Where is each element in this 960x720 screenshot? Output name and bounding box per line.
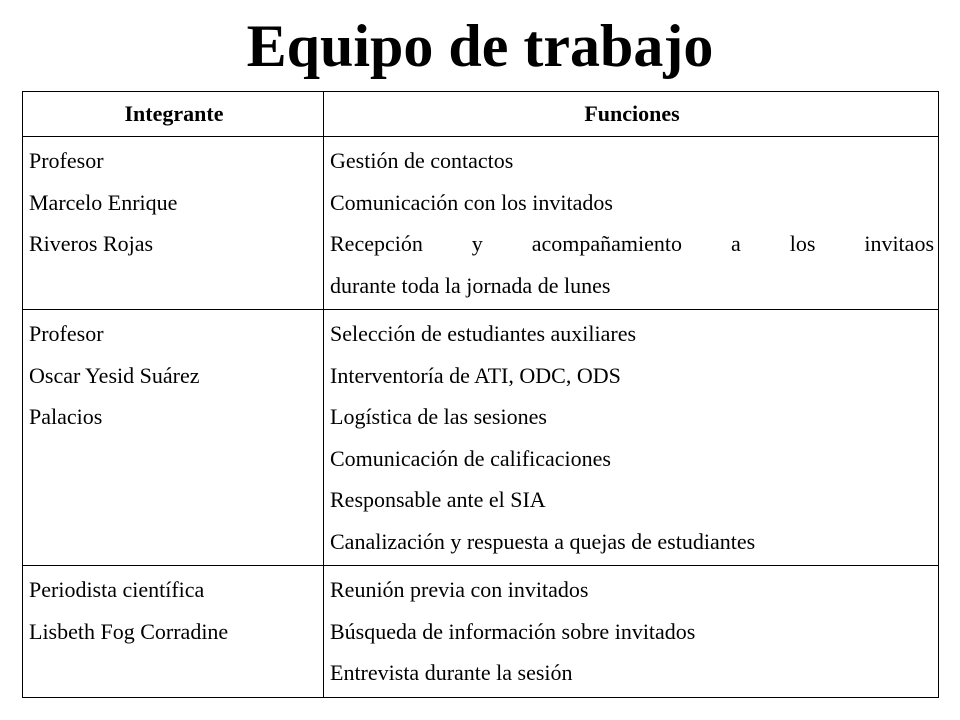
funcion-line: Recepción y acompañamiento a los invitaos (330, 231, 934, 256)
funcion-line: Logística de las sesiones (330, 404, 547, 429)
column-header-integrante: Integrante (23, 92, 324, 137)
integrante-line: Marcelo Enrique (29, 189, 178, 215)
integrante-cell (23, 566, 324, 698)
page-title: Equipo de trabajo (246, 13, 714, 79)
funcion-line: durante toda la jornada de lunes (330, 272, 611, 298)
team-table (22, 91, 939, 698)
table-row (23, 137, 939, 310)
funcion-line: Entrevista durante la sesión (330, 660, 573, 685)
integrante-line: Profesor (29, 321, 104, 346)
funcion-line: Comunicación de calificaciones (330, 445, 611, 471)
funciones-cell (324, 137, 939, 310)
table-row (23, 310, 939, 566)
integrante-line: Riveros Rojas (29, 231, 154, 256)
table-header-row (23, 92, 939, 137)
funciones-cell (324, 310, 939, 566)
funcion-line: Reunión previa con invitados (330, 577, 589, 602)
integrante-cell (23, 310, 324, 566)
funcion-line: Comunicación con los invitados (330, 189, 613, 215)
funcion-line: Canalización y respuesta a quejas de estudiantes (330, 528, 756, 554)
funciones-cell (324, 566, 939, 698)
table-row (23, 566, 939, 698)
funcion-line: Selección de estudiantes auxiliares (330, 321, 637, 346)
integrante-line: Palacios (29, 404, 103, 429)
integrante-line: Periodista científica (29, 577, 205, 602)
column-header-funciones: Funciones (324, 92, 939, 137)
funcion-line: Gestión de contactos (330, 148, 514, 173)
integrante-cell (23, 137, 324, 310)
integrante-line: Oscar Yesid Suárez (29, 362, 200, 388)
integrante-line: Lisbeth Fog Corradine (29, 618, 229, 644)
funcion-line: Interventoría de ATI, ODC, ODS (330, 362, 621, 388)
funcion-line: Búsqueda de información sobre invitados (330, 618, 696, 644)
funcion-line: Responsable ante el SIA (330, 487, 546, 512)
integrante-line: Profesor (29, 148, 104, 173)
